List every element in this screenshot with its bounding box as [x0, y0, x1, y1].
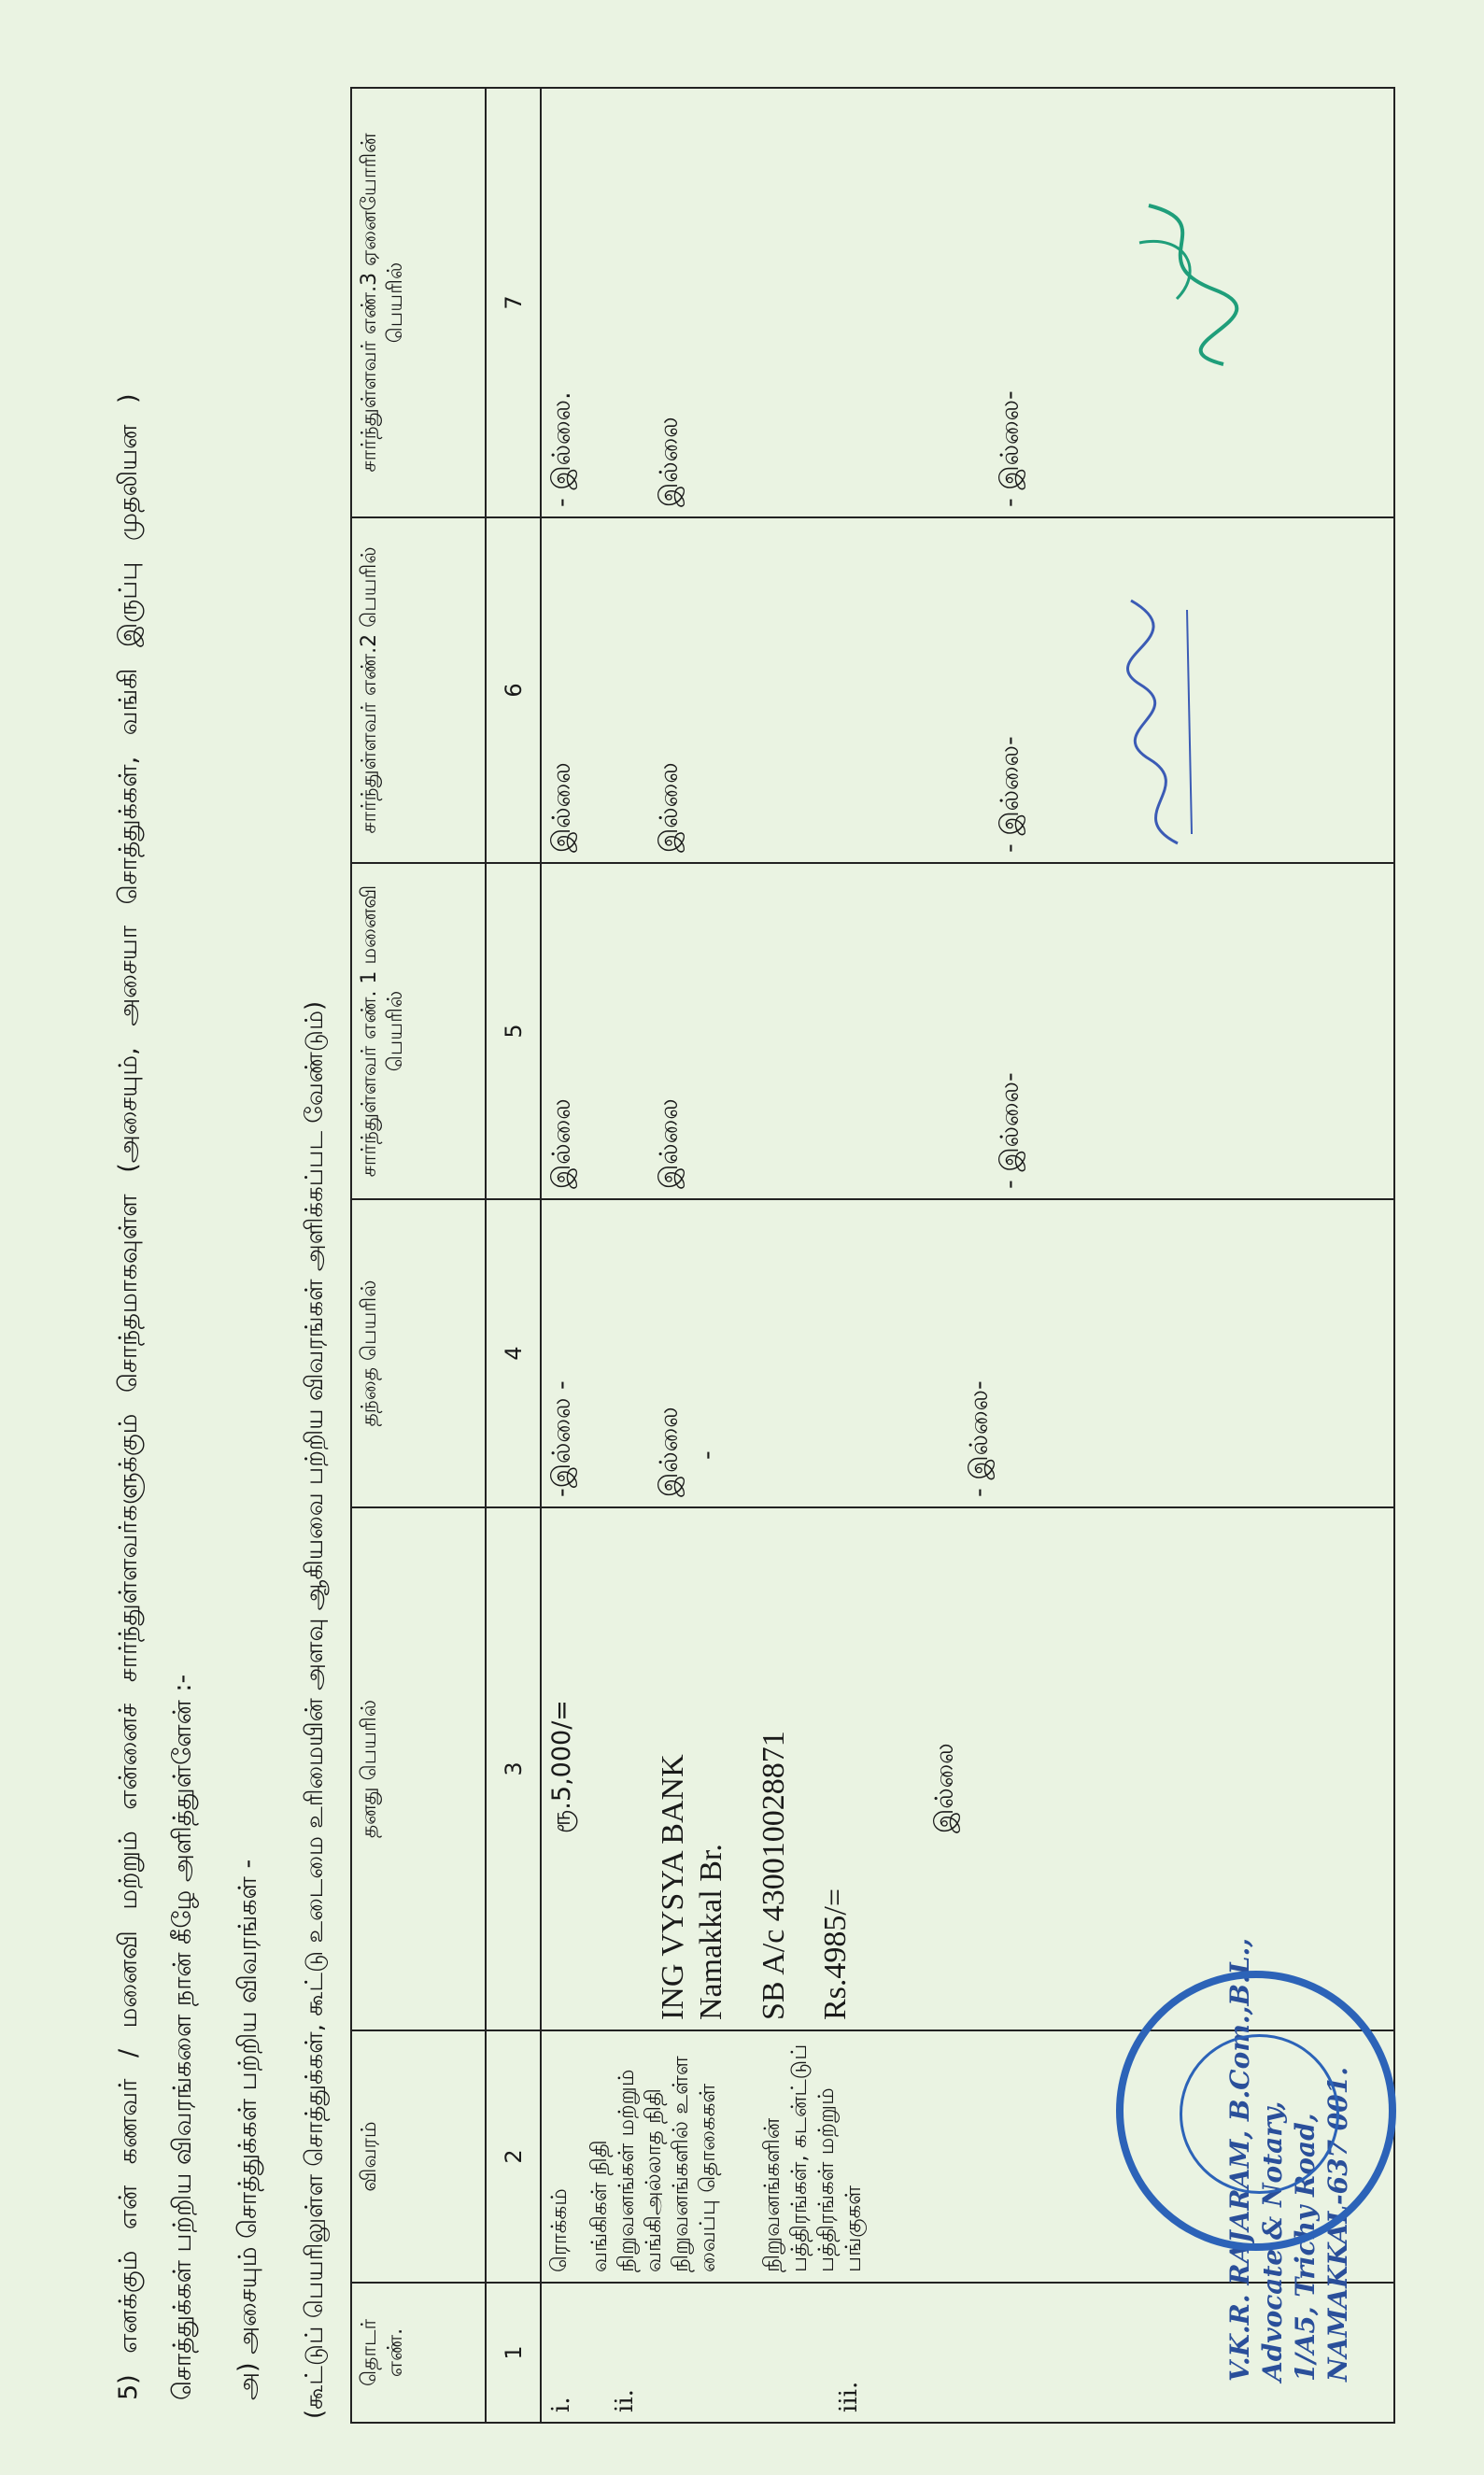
self-securities: இல்லை — [930, 1743, 960, 1833]
seal-inner-ring — [1180, 2034, 1339, 2194]
note-line: (கூட்டுப் பெயரிலுள்ள சொத்துக்கள், கூட்டு உடைமை உரிமையின் அளவு ஆகியவை பற்றிய விவரங்கள் அளிக்கப்பட வேண்டும்) — [301, 1000, 329, 2419]
col-num: 5 — [486, 863, 541, 1199]
dep3-deposits: இல்லை — [655, 417, 684, 507]
handwritten-signature — [1103, 573, 1215, 853]
col-header-dep3: சார்ந்துள்ளவர் எண்.3 ஏனையோரின் பெயரில் — [351, 88, 486, 517]
stamp-address: 1/A5, Trichy Road, — [1290, 2113, 1321, 2382]
col-num: 6 — [486, 517, 541, 863]
self-account: SB A/c 430010028871 — [756, 1731, 791, 2020]
desc-deposits: வங்கிகள் நிதி நிறுவனங்கள் மற்றும் வங்கிஅல்லாத நிதி நிறுவனங்களில் உள்ள வைப்பு தொகைகள் — [587, 2056, 720, 2272]
item-5-line2: சொத்துக்கள் பற்றிய விவரங்களை நான் கீழே அளித்துள்ளேன் :- — [168, 1674, 197, 2400]
stamp-city: NAMAKKAL-637 001. — [1322, 2067, 1353, 2382]
father-cell — [541, 1199, 1394, 1507]
notary-stamp — [1223, 1541, 1448, 2382]
father-deposits-dash: - — [693, 1450, 722, 1460]
dep2-cash: இல்லை — [547, 762, 576, 853]
desc-cash: ரொக்கம் — [547, 2188, 572, 2272]
round-notary-seal — [1116, 1971, 1396, 2251]
col-header-dep2: சார்ந்துள்ளவர் எண்.2 பெயரில் — [351, 517, 486, 863]
col-header-father: தந்தை பெயரில் — [351, 1199, 486, 1507]
col-num: 2 — [486, 2030, 541, 2283]
item-5-line1: 5) எனக்கும் என் கணவர் / மனைவி மற்றும் என்னைச் சார்ந்துள்ளவர்களுக்கும் சொந்தமாகவுள்ள (அசையும், அசையா சொத்துக்கள், வங்கி இருப்பு முதலியன ) — [114, 393, 143, 2400]
dep1-deposits: இல்லை — [655, 1098, 684, 1189]
self-branch: Namakkal Br. — [693, 1844, 728, 2020]
col-num: 3 — [486, 1507, 541, 2030]
col-num: 4 — [486, 1199, 541, 1507]
self-bank-name: ING VYSYA BANK — [656, 1754, 690, 2020]
dep3-securities: - இல்லை- — [996, 390, 1025, 507]
dep1-securities: - இல்லை- — [996, 1072, 1025, 1189]
dep1-cash: இல்லை — [547, 1098, 576, 1189]
serial-iii: iii. — [835, 2381, 863, 2412]
dep1-cell — [541, 863, 1394, 1199]
column-number-row — [486, 88, 541, 2423]
sub-heading-a: அ) அசையும் சொத்துக்கள் பற்றிய விவரங்கள் - — [233, 1859, 262, 2400]
notary-signature — [1121, 187, 1251, 374]
self-amount: Rs.4985/= — [818, 1888, 854, 2020]
header-row — [351, 88, 486, 2423]
desc-securities: நிறுவனங்களின் பத்திரங்கள், கடன்ட்டுப் பத்திரங்கள் மற்றும் பங்குகள் — [760, 2044, 866, 2272]
dep2-securities: - இல்லை- — [996, 736, 1025, 853]
dep3-cash: - இல்லை. — [547, 391, 576, 507]
father-securities: - இல்லை- — [965, 1380, 994, 1497]
stamp-title: Advocate & Notary, — [1257, 2100, 1288, 2382]
father-cash: -இல்லை - — [547, 1380, 576, 1497]
dep3-cell — [541, 88, 1394, 517]
stamp-name: V.K.R. RAJARAM, B.Com.,B.L., — [1224, 1938, 1255, 2382]
self-cash: ரூ.5,000/= — [547, 1700, 576, 1833]
col-header-description: விவரம் — [351, 2030, 486, 2283]
dep2-cell — [541, 517, 1394, 863]
col-num: 1 — [486, 2283, 541, 2423]
col-header-self: தனது பெயரில் — [351, 1507, 486, 2030]
col-num: 7 — [486, 88, 541, 517]
dep2-deposits: இல்லை — [655, 762, 684, 853]
father-deposits: இல்லை — [655, 1407, 684, 1497]
serial-i: i. — [547, 2397, 575, 2412]
col-header-serial: தொடர் எண். — [351, 2283, 486, 2423]
serial-ii: ii. — [611, 2389, 639, 2412]
col-header-dep1: சார்ந்துள்ளவர் எண். 1 மனைவி பெயரில் — [351, 863, 486, 1199]
